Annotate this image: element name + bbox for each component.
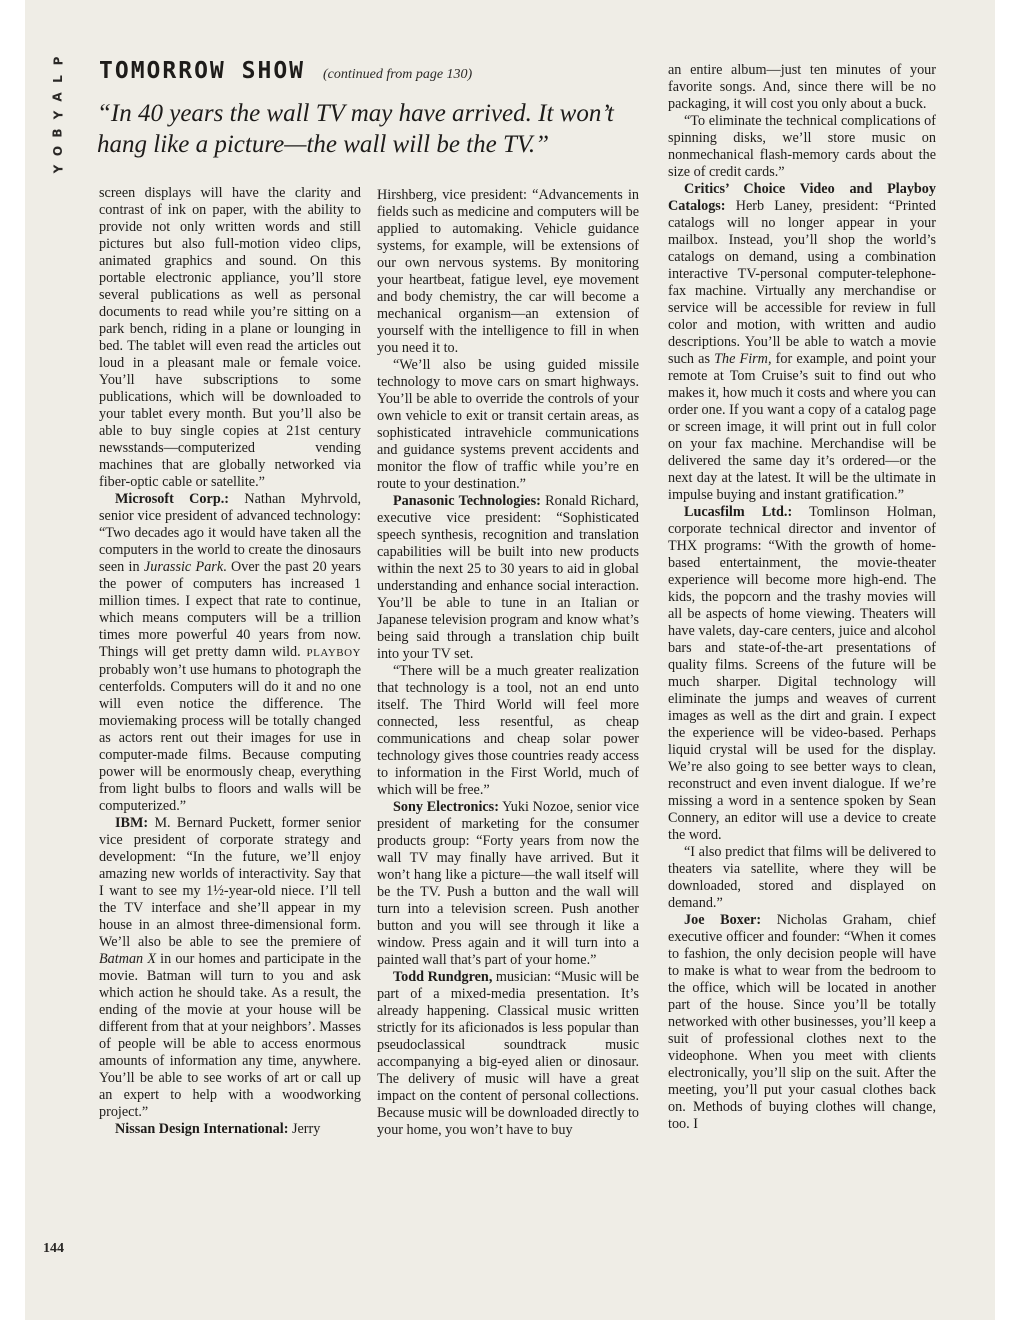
column-3 [668,62,936,1133]
paragraph-text: Tomlinson Holman, corporate technical director and inventor of THX programs: “With the growth of home-based entertainment, the movie-theater experience will become more high-end. The kids, the popcorn and the trashy movies will all be aspects of home viewing. Theaters will have valets, day-care centers, juice and alcohol bars and state-of-the-art presentations of quality films. Screens of the future will be much sharper. Digital technology will eliminate the jumps and weaves of current images as well as the dirt and grain. I expect the experience will be video-based. Perhaps liquid crystal will be used for the display. We’re also going to see better ways to clean, reconstruct and even invent dialogue. If we’re missing a word in a sentence spoken by Sean Connery, an editor will use a device to create the word. [668,504,936,843]
paragraph: “I also predict that films will be delivered to theaters via satellite, where they will be downloaded, stored and displayed on demand.” [668,844,936,911]
paragraph: Hirshberg, vice president: “Advancements in fields such as medicine and computers will be applied to automaking. Vehicle guidance systems, for example, will be extensions of our own nervous systems. By monitoring your heartbeat, fatigue level, eye movement and body chemistry, the car will become a mechanical organism—an extension of yourself with the intelligence to fill in when you need it to. [377,187,639,356]
speaker-label: Microsoft Corp.: [115,491,229,507]
page-number: 144 [43,1241,64,1256]
paragraph: “To eliminate the technical complications of spinning disks, we’ll store music on nonmechanical flash-memory cards about the size of credit cards.” [668,113,936,180]
paragraph-text: in our homes and participate in the movie. Batman will turn to you and ask which action he should take. As a result, the ending of the movie at your house will be different from that at your neighbors’. Masses of people will be able to access enormous amounts of information any time, anywhere. You’ll be able to see works of art or call up an expert to help with a woodworking project.” [99,951,361,1120]
paragraph [668,181,936,504]
title-text: Jurassic Park [143,559,224,575]
paragraph-text: , for example, and point your remote at Tom Cruise’s suit to find out who makes it, how much it costs and where you can order one. If you want a copy of a catalog page or screen image, it will print out in full color on your fax machine. Merchandise will be delivered the same day it’s ordered—or the next day at the latest. It will be the ultimate in impulse buying and instant gratification.” [668,351,937,503]
pull-quote: “In 40 years the wall TV may have arrived. It won’t hang like a picture—the wall will be the TV.” [97,100,614,158]
speaker-label: Lucasfilm Ltd.: [684,504,793,520]
paragraph: “We’ll also be using guided missile technology to move cars on smart highways. You’ll be able to override the controls of your own vehicle to exit or transit certain areas, as sophisticated intravehicle communications and guidance systems prevent accidents and monitor the flow of traffic while you’re en route to your destination.” [377,357,639,492]
magazine-page [25,0,995,1320]
magazine-name [47,52,69,212]
paragraph [377,969,639,1139]
speaker-label: Critics’ Choice Video and Playboy Catalogs: [668,181,936,214]
magazine-letter: O [50,145,65,157]
column-2 [377,187,639,1139]
magazine-letter: A [50,92,65,102]
continued-note: (continued from page 130) [323,67,473,82]
paragraph-text: Ronald Richard, executive vice president: “Sophisticated speech synthesis, recognition and translation capabilities will be built into new products within the next 25 to 30 years to aid in global understanding and enhance social interaction. You’ll be able to tune in an Italian or Japanese television program and know what’s being said through a translation chip built into your TV set. [377,493,639,662]
magazine-letter: Y [50,110,65,120]
title-text: Batman X [99,951,156,967]
paragraph [99,815,361,1121]
speaker-label: IBM: [115,815,149,831]
paragraph [377,493,639,663]
title-text: The Firm [714,351,768,367]
paragraph-text: M. Bernard Puckett, former senior vice president of corporate strategy and development: “In the future, we’ll enjoy amazing new worlds of interactivity. Say that I want to see my 1½-year-old niece. I’ll tell the TV interface and she’ll appear in my house in an almost three-dimensional form. We’ll also be able to see the premiere of [99,815,361,950]
paragraph-text: Jerry [288,1121,321,1137]
paragraph-text: musician: “Music will be part of a mixed-media presentation. It’s already happening. Classical music written strictly for its aficionados is less popular than pseudoclassical soundtrack music accompanying a big-eyed alien or dinosaur. The delivery of music will have a great impact on the content of personal collections. Because music will be downloaded directly to your home, you won’t have to buy [377,969,639,1138]
speaker-label: Joe Boxer: [684,912,762,928]
paragraph-text: . Over the past 20 years the power of computers has increased 1 million times. I expect that rate to continue, which means computers will be a trillion times more powerful 40 years from now. Things will get pretty damn wild. [99,559,362,660]
column-1 [99,185,361,1138]
paragraph [668,504,936,844]
speaker-label: Todd Rundgren, [393,969,493,985]
paragraph [668,912,936,1133]
paragraph-text: probably won’t use humans to photograph the centerfolds. Computers will do it and no one will even notice the difference. The moviemaking process will be totally changed as actors rent out their images for use in computer-made films. Because computing power will be enormously cheap, everything from light bulbs to floors and walls will be computerized.” [99,662,361,814]
speaker-label: Panasonic Technologies: [393,493,541,509]
section-title: TOMORROW SHOW [99,58,306,84]
small-caps-text: PLAYBOY [306,647,361,659]
paragraph-text: Nathan Myhrvold, senior vice president of advanced technology: “Two decades ago it would have taken all the computers in the world to create the dinosaurs seen in [99,491,361,575]
paragraph-text: Nicholas Graham, chief executive officer and founder: “When it comes to fashion, the only decision people will have to make is what to wear from the bedroom to the office, which will be located in another part of the house. Since you’ll be totally networked with other businesses, you’ll keep a suit of professional clothes next to the videophone. When you meet with clients electronically, you’ll slip on the suit. After the meeting, you’ll put your casual clothes back on. Methods of buying clothes will change, too. I [668,912,936,1132]
paragraph [99,491,361,815]
magazine-letter: L [51,75,65,83]
magazine-letter: P [50,56,65,66]
paragraph: screen displays will have the clarity and contrast of ink on paper, with the ability to provide not only written words and still pictures but also full-motion video clips, animated graphics and sound. On this portable electronic appliance, you’ll store several publications as well as personal documents to read while you’re sitting on a park bench, riding in a plane or lounging in bed. The tablet will even read the articles out loud in a pleasant male or female voice. You’ll have subscriptions to some publications, which will be downloaded to your tablet every month. But you’ll also be able to buy single copies at 21st century newsstands—computerized vending machines that are globally networked via fiber-optic cable or satellite.” [99,185,361,490]
paragraph: an entire album—just ten minutes of your favorite songs. And, since there will be no packaging, it will cost you only about a buck. [668,62,936,112]
paragraph-text: Yuki Nozoe, senior vice president of marketing for the consumer products group: “Forty years from now the wall TV may finally have arrived. But it won’t hang like a picture—the wall itself will be the TV. Push a button and the wall will turn into a television screen. Push another button and you will see through it like a window. Press again and it will turn into a painted wall that’s part of your home.” [377,799,640,968]
magazine-letter: Y [50,164,65,174]
paragraph: “There will be a much greater realization that technology is a tool, not an end unto itself. The Third World will feel more connected, less resentful, as cheap communications and cheap solar power technology gives those countries ready access to information in the First World, much of which will be free.” [377,663,639,798]
paragraph [99,1121,361,1138]
speaker-label: Nissan Design International: [115,1121,289,1137]
paragraph [377,799,639,969]
paragraph-text: Herb Laney, president: “Printed catalogs will no longer appear in your mailbox. Instead, you’ll shop the world’s catalogs on demand, using a combination interactive TV-personal computer-telephone-fax machine. Virtually any merchandise or service will be accessible for review in full color and motion, with written and audio descriptions. You’ll be able to watch a movie such as [668,198,936,367]
speaker-label: Sony Electronics: [393,799,499,815]
article-header [99,58,472,88]
magazine-letter: B [51,128,65,138]
